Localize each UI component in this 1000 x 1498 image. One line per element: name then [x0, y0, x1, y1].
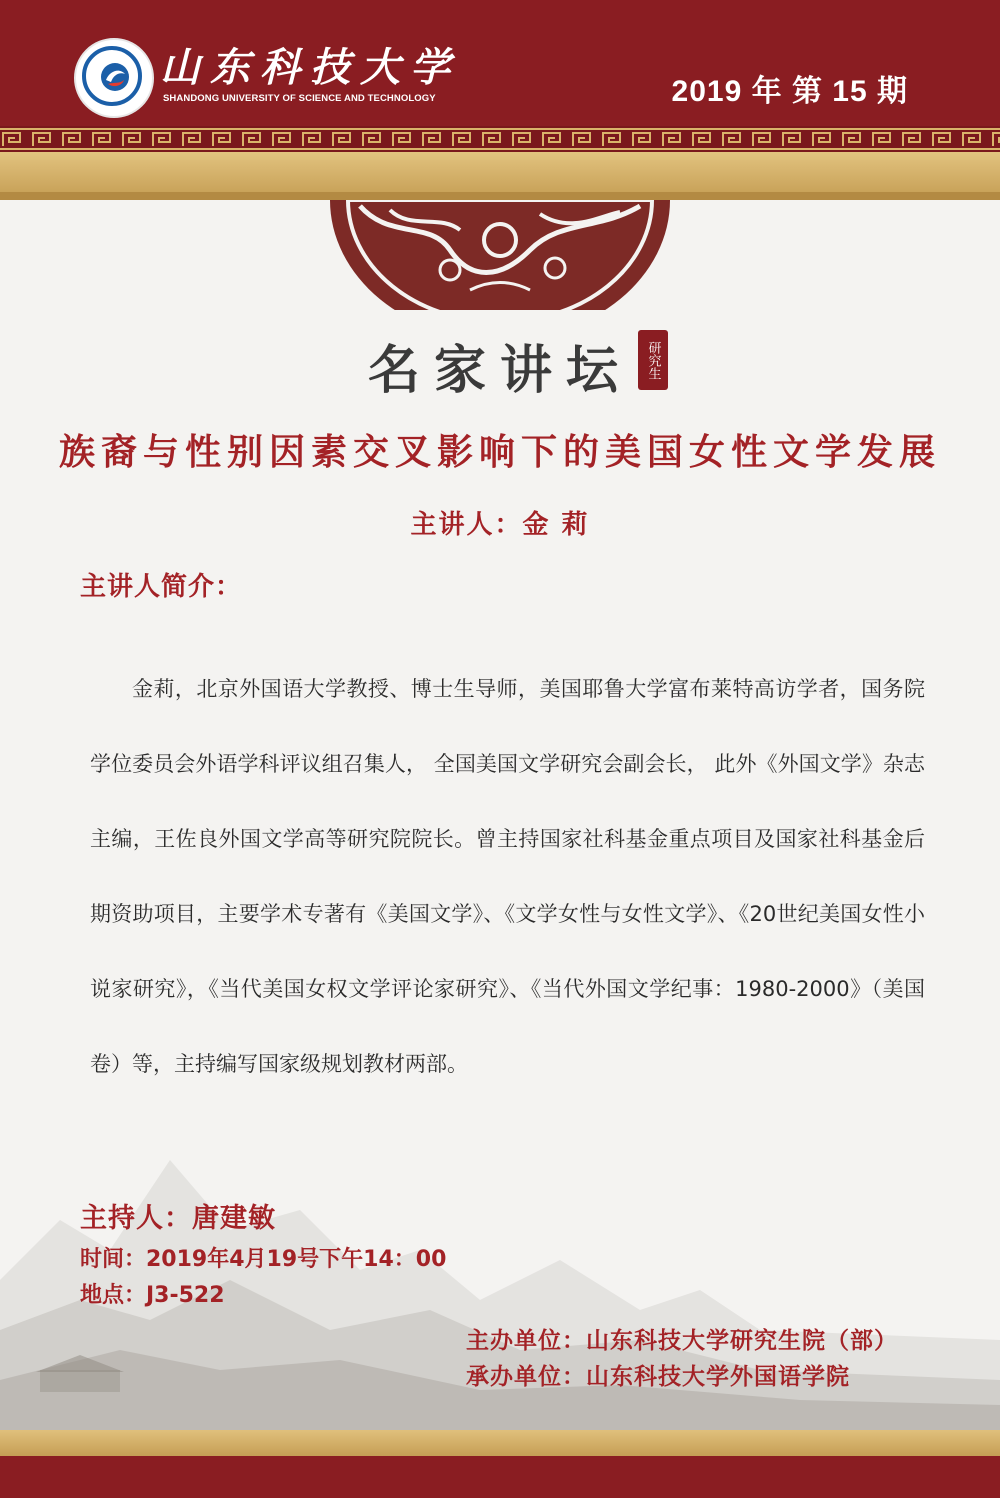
university-name-en: SHANDONG UNIVERSITY OF SCIENCE AND TECHNOLOGY [163, 93, 436, 104]
co-organizer-line: 承办单位：山东科技大学外国语学院 [466, 1364, 850, 1390]
gold-band-top-edge [0, 192, 1000, 200]
place-line: 地点：J3-522 [80, 1283, 225, 1308]
red-seal-stamp: 研究生 [638, 330, 668, 390]
fret-border [0, 126, 1000, 152]
bio-heading: 主讲人简介： [80, 572, 243, 602]
university-name: 山东科技大学 [160, 44, 460, 91]
time-line: 时间：2019年4月19号下午14：00 [80, 1247, 447, 1272]
cloud-scroll-medallion [330, 200, 670, 310]
footer-band [0, 1456, 1000, 1498]
university-emblem-icon [74, 38, 154, 118]
speaker-line: 主讲人：金 莉 [410, 510, 590, 540]
bio-text: 金莉，北京外国语大学教授、博士生导师，美国耶鲁大学富布莱特高访学者，国务院学位委员会外语学科评议组召集人， 全国美国文学研究会副会长， 此外《外国文学》杂志主编，王佐良外国文学高等研究院院长。曾主持国家社科基金重点项目及国家社科基金后期资助项目，主要学术专著有《美国文学》、《文学女性与女性文学》、《20世纪美国女性小说家研究》，《当代美国女权文学评论家研究》、《当代外国文学纪事：1980-2000》（美国卷）等，主持编写国家级规划教材两部。 [90, 677, 925, 1076]
issue-number: 2019 年 第 15 期 [671, 75, 908, 108]
gold-band-top [0, 152, 1000, 192]
organizer-line: 主办单位：山东科技大学研究生院（部） [466, 1328, 898, 1354]
gold-band-bottom [0, 1430, 1000, 1456]
host-line: 主持人：唐建敏 [80, 1203, 276, 1234]
forum-title: 名家讲坛 [367, 340, 632, 401]
lecture-title: 族裔与性别因素交叉影响下的美国女性文学发展 [58, 432, 941, 473]
